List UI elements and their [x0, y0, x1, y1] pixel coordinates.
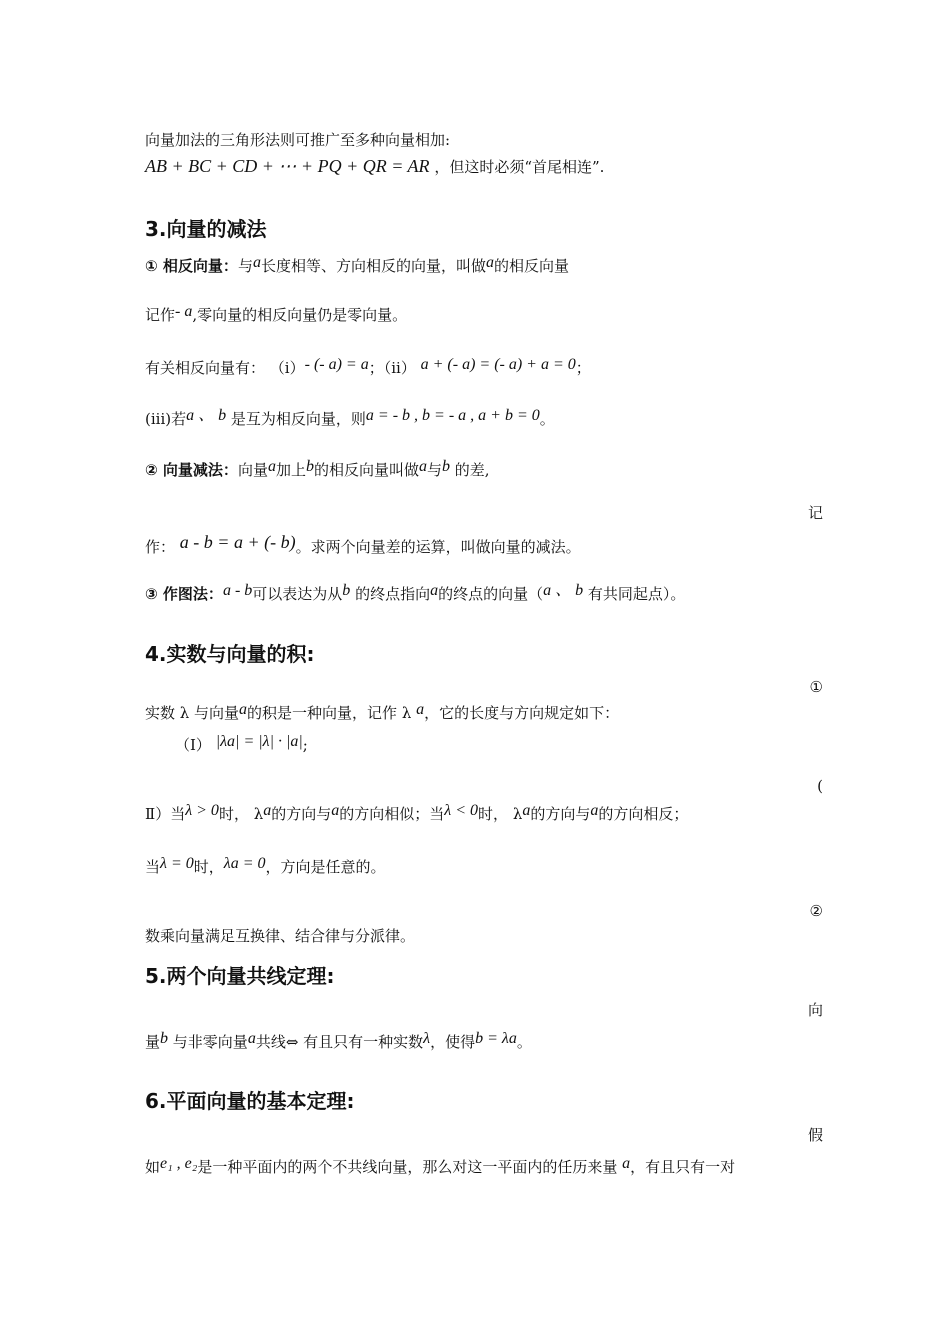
- formula: a 、 b: [186, 407, 227, 424]
- symbol-a: a: [522, 802, 531, 819]
- symbol-b: b: [342, 582, 351, 599]
- text: 时，: [218, 805, 249, 823]
- formula: λ < 0: [444, 802, 479, 819]
- text: 的积是一种向量，记作 λ: [247, 704, 412, 722]
- text: Ⅱ）当: [145, 805, 186, 823]
- symbol-a: a: [263, 802, 272, 819]
- symbol-b: b: [442, 458, 450, 475]
- formula: λ = 0: [160, 855, 194, 872]
- symbol-lambda: λ: [423, 1030, 431, 1047]
- formula: a + (- a) = (- a) + a = 0: [420, 356, 576, 373]
- symbol-a: a: [239, 701, 248, 718]
- text: 量: [145, 1033, 161, 1051]
- formula: a 、 b: [543, 582, 584, 599]
- text: 长度相等、方向相反的向量，叫做: [260, 257, 486, 275]
- drawing-method-line: [145, 584, 685, 605]
- text: 有关相反向量有：: [145, 359, 266, 377]
- text: 可以表达为从: [252, 585, 343, 603]
- text: 。: [516, 1033, 532, 1051]
- text: 的方向相似；当: [339, 805, 445, 823]
- triangle-rule-formula: AB + BC + CD + ⋯ + PQ + QR = AR: [145, 156, 430, 176]
- scalar-laws: 数乘向量满足互换律、结合律与分派律。: [145, 927, 416, 945]
- subtraction-formula: a - b = a + (- b): [179, 532, 296, 552]
- symbol-neg-a: - a: [175, 303, 193, 320]
- symbol-a: a: [252, 254, 261, 271]
- text: 的相反向量: [493, 257, 569, 275]
- triangle-rule-line: [145, 156, 604, 177]
- rule-item-1: [175, 735, 308, 756]
- opposite-vector-label: ① 相反向量：: [145, 257, 238, 275]
- text: 的方向与: [271, 805, 332, 823]
- opposite-properties-line: [145, 358, 591, 379]
- text: 的终点指向: [355, 585, 431, 603]
- subtraction-definition: [145, 532, 581, 557]
- symbol-a: a: [247, 1030, 256, 1047]
- symbol-a: a: [622, 1155, 631, 1172]
- text: λ: [253, 805, 264, 823]
- triangle-rule-tail: ，但这时必须“首尾相连”.: [434, 158, 605, 176]
- section-4-title: 4.实数与向量的积:: [145, 642, 315, 666]
- drawing-method-label: ③ 作图法：: [145, 585, 223, 603]
- text: ，有且只有一对: [630, 1158, 736, 1176]
- symbol-a: a: [416, 701, 425, 718]
- rule-item-2: [145, 804, 688, 825]
- text: 的差,: [454, 461, 490, 479]
- triangle-rule-intro: 向量加法的三角形法则可推广至多种向量相加:: [145, 131, 451, 149]
- text: 如: [145, 1158, 161, 1176]
- text: 共线⇔ 有且只有一种实数: [255, 1033, 424, 1051]
- vector-subtraction-line: [145, 460, 490, 481]
- symbol-b: b: [160, 1030, 169, 1047]
- basis-theorem: [145, 1157, 735, 1178]
- text: 。求两个向量差的运算，叫做向量的减法。: [295, 538, 581, 556]
- magnitude-formula: |λa| = |λ| · |a|: [215, 733, 303, 750]
- text: λ: [512, 805, 523, 823]
- text: 作：: [145, 538, 176, 556]
- section-5-title: 5.两个向量共线定理:: [145, 964, 335, 988]
- collinear-theorem: [145, 1032, 532, 1053]
- text: ，方向是任意的。: [265, 858, 386, 876]
- text: ；: [575, 359, 591, 377]
- text: 。: [539, 410, 555, 428]
- formula: - (- a) = a: [304, 356, 369, 373]
- note-right-xiang: 向: [807, 1001, 823, 1019]
- text: 与: [426, 461, 442, 479]
- rule-item-3: [145, 857, 386, 878]
- paren-right: (: [817, 777, 823, 795]
- text: ;: [302, 736, 308, 754]
- formula: a - b: [222, 582, 253, 599]
- text: 的方向与: [530, 805, 591, 823]
- symbol-a: a: [590, 802, 599, 819]
- text: 与: [237, 257, 253, 275]
- text: 与非零向量: [172, 1033, 248, 1051]
- text: 是互为相反向量，则: [230, 410, 366, 428]
- formula: λ > 0: [185, 802, 219, 819]
- text: 时，: [193, 858, 224, 876]
- symbol-a: a: [485, 254, 494, 271]
- text: (iii)若: [145, 410, 187, 428]
- basis-vectors: e₁ , e₂: [160, 1155, 198, 1172]
- text: 记作: [145, 306, 176, 324]
- opposite-property-iii: [145, 409, 555, 430]
- note-right-jia: 假: [807, 1126, 823, 1144]
- symbol-a: a: [418, 458, 427, 475]
- opposite-vector-line: [145, 256, 569, 277]
- formula: b = λa: [475, 1030, 517, 1047]
- symbol-a: a: [267, 458, 276, 475]
- vector-subtraction-label: ② 向量减法：: [145, 461, 238, 479]
- symbol-a: a: [331, 802, 340, 819]
- text: 有共同起点）。: [587, 585, 686, 603]
- marker-1: ①: [809, 678, 823, 696]
- text: 加上: [275, 461, 306, 479]
- opposite-vector-note: [145, 305, 407, 326]
- text: 时，: [478, 805, 509, 823]
- note-right-ji: 记: [807, 504, 823, 522]
- text: 是一种平面内的两个不共线向量，那么对这一平面内的任历来量: [197, 1158, 618, 1176]
- text: ，它的长度与方向规定如下：: [424, 704, 620, 722]
- text: ；（ii）: [368, 359, 416, 377]
- text: 实数 λ 与向量: [145, 704, 240, 722]
- symbol-b: b: [305, 458, 314, 475]
- marker-2: ②: [809, 902, 823, 920]
- text: 的方向相反；: [598, 805, 689, 823]
- symbol-a: a: [430, 582, 439, 599]
- text: 向量: [237, 461, 268, 479]
- section-6-title: 6.平面向量的基本定理:: [145, 1089, 355, 1113]
- text: 当: [145, 858, 161, 876]
- text: 的相反向量叫做: [313, 461, 419, 479]
- text: （Ⅰ）: [175, 736, 211, 754]
- section-3-title: 3.向量的减法: [145, 217, 267, 241]
- text: ,零向量的相反向量仍是零向量。: [192, 306, 408, 324]
- text: ，使得: [430, 1033, 476, 1051]
- text: （i）: [269, 359, 305, 377]
- text: 的终点的向量（: [438, 585, 544, 603]
- formula: a = - b , b = - a , a + b = 0: [365, 407, 540, 424]
- formula: λa = 0: [223, 855, 266, 872]
- scalar-product-definition: [145, 703, 619, 724]
